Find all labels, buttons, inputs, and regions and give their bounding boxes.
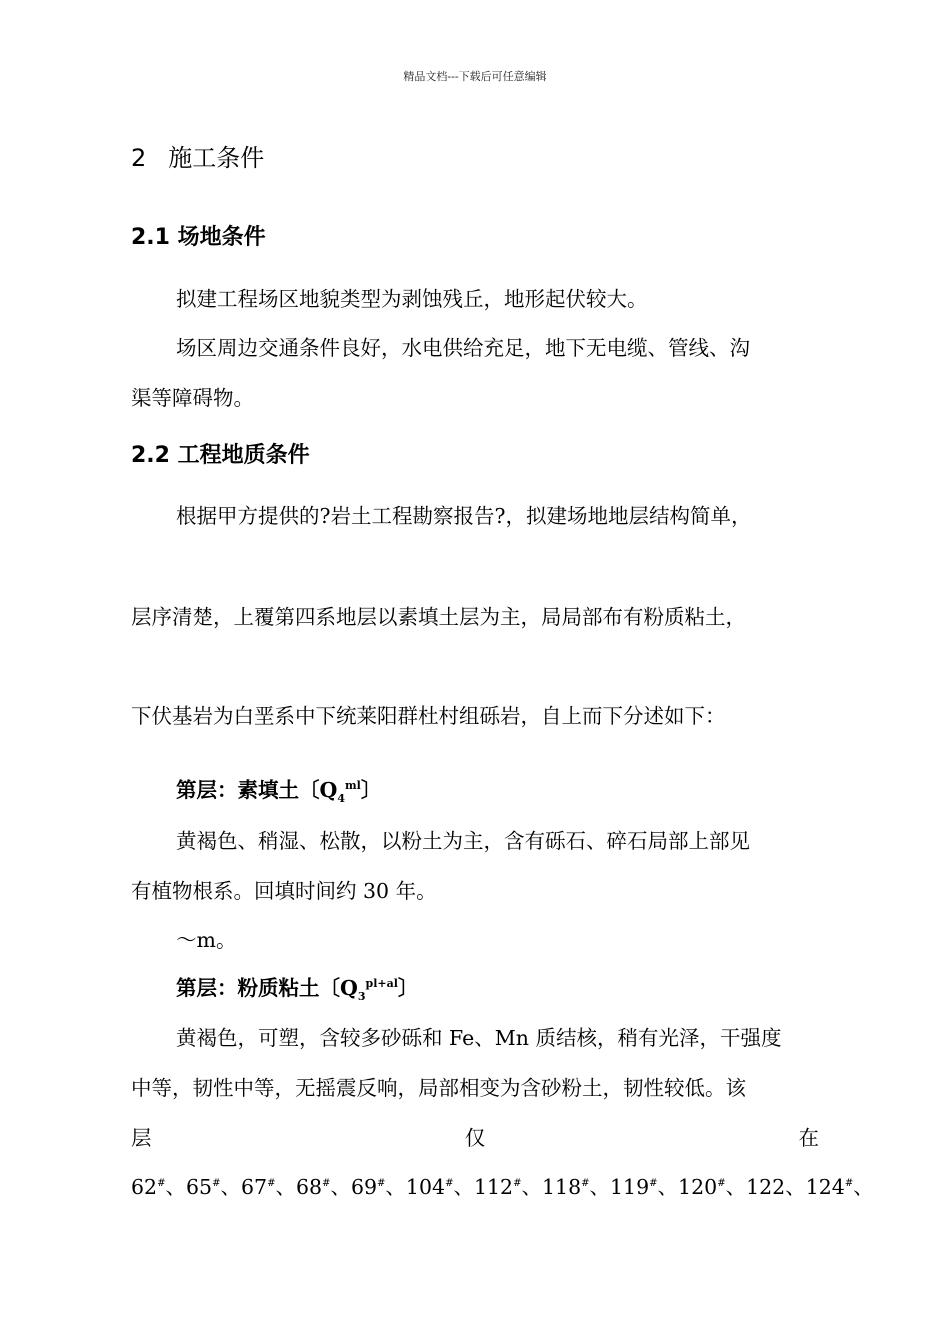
separator: 、 (785, 1175, 806, 1199)
subsection-heading-2-2: 2.2 工程地质条件 (131, 443, 310, 468)
paragraph: 根据甲方提供的?岩土工程勘察报告?，拟建场地地层结构简单， (176, 504, 752, 528)
borehole-mark: # (844, 1178, 854, 1190)
borehole-mark: # (649, 1178, 658, 1190)
borehole-number: 122 (746, 1175, 786, 1199)
borehole-mark: # (581, 1178, 590, 1190)
separator: 、 (330, 1175, 351, 1199)
subsection-heading-2-1: 2.1 场地条件 (131, 225, 266, 250)
borehole-mark: # (445, 1178, 454, 1190)
justified-line: 层 仅 在 (131, 1126, 819, 1150)
borehole-mark: # (322, 1178, 331, 1190)
paragraph-continuation: 渠等障碍物。 (131, 386, 254, 410)
separator: 、 (165, 1175, 186, 1199)
separator: 、 (220, 1175, 241, 1199)
borehole-number: 67 (240, 1175, 268, 1199)
paragraph-continuation: 层序清楚，上覆第四系地层以素填土层为主，局局部布有粉质粘土， (131, 605, 746, 629)
paragraph: 黄褐色，可塑，含较多砂砾和 Fe、Mn 质结核，稍有光泽，干强度 (176, 1026, 782, 1050)
borehole-number: 69 (350, 1175, 378, 1199)
section-number: 2 (131, 144, 147, 172)
borehole-number: 118 (541, 1175, 582, 1199)
borehole-mark: # (377, 1178, 386, 1190)
separator: 、 (725, 1175, 747, 1199)
borehole-number: 62 (131, 1175, 158, 1199)
borehole-number: 68 (295, 1175, 323, 1199)
borehole-number: 119 (610, 1175, 650, 1199)
section-heading (131, 138, 264, 173)
layer-heading-1: 第层：素填土〔$Q_4^{ml}$〕 (176, 778, 382, 806)
borehole-number: 120 (678, 1175, 718, 1199)
borehole-mark: # (212, 1178, 221, 1190)
borehole-mark: # (513, 1178, 522, 1190)
paragraph-continuation: 中等，韧性中等，无摇震反响，局部相变为含砂粉土，韧性较低。该 (131, 1076, 746, 1100)
layer-heading-2: 第层：粉质粘土〔$Q_3^{pl+al}$〕 (176, 976, 419, 1004)
borehole-number: 124 (805, 1175, 845, 1199)
borehole-number: 112 (473, 1175, 514, 1199)
paragraph-continuation: 有植物根系。回填时间约 30 年。 (131, 879, 437, 903)
borehole-list (131, 1170, 874, 1200)
paragraph: ～m。 (176, 928, 237, 952)
separator: 、 (853, 1175, 874, 1199)
paragraph: 黄褐色、稍湿、松散，以粉土为主，含有砾石、碎石局部上部见 (176, 829, 750, 853)
section-title: 施工条件 (168, 144, 265, 172)
paragraph: 场区周边交通条件良好，水电供给充足，地下无电缆、管线、沟 (176, 336, 750, 360)
separator: 、 (521, 1175, 542, 1199)
separator: 、 (275, 1175, 296, 1199)
page-header: 精品文档---下载后可任意编辑 (403, 70, 547, 83)
separator: 、 (453, 1175, 474, 1199)
borehole-mark: # (717, 1178, 726, 1190)
borehole-number: 104 (405, 1175, 446, 1199)
separator: 、 (657, 1175, 679, 1199)
separator: 、 (589, 1175, 611, 1199)
borehole-mark: # (267, 1178, 276, 1190)
borehole-mark: # (157, 1178, 166, 1190)
paragraph: 拟建工程场区地貌类型为剥蚀残丘，地形起伏较大。 (176, 287, 648, 311)
separator: 、 (385, 1175, 406, 1199)
paragraph-continuation: 下伏基岩为白垩系中下统莱阳群杜村组砾岩，自上而下分述如下： (131, 704, 726, 728)
borehole-number: 65 (185, 1175, 213, 1199)
